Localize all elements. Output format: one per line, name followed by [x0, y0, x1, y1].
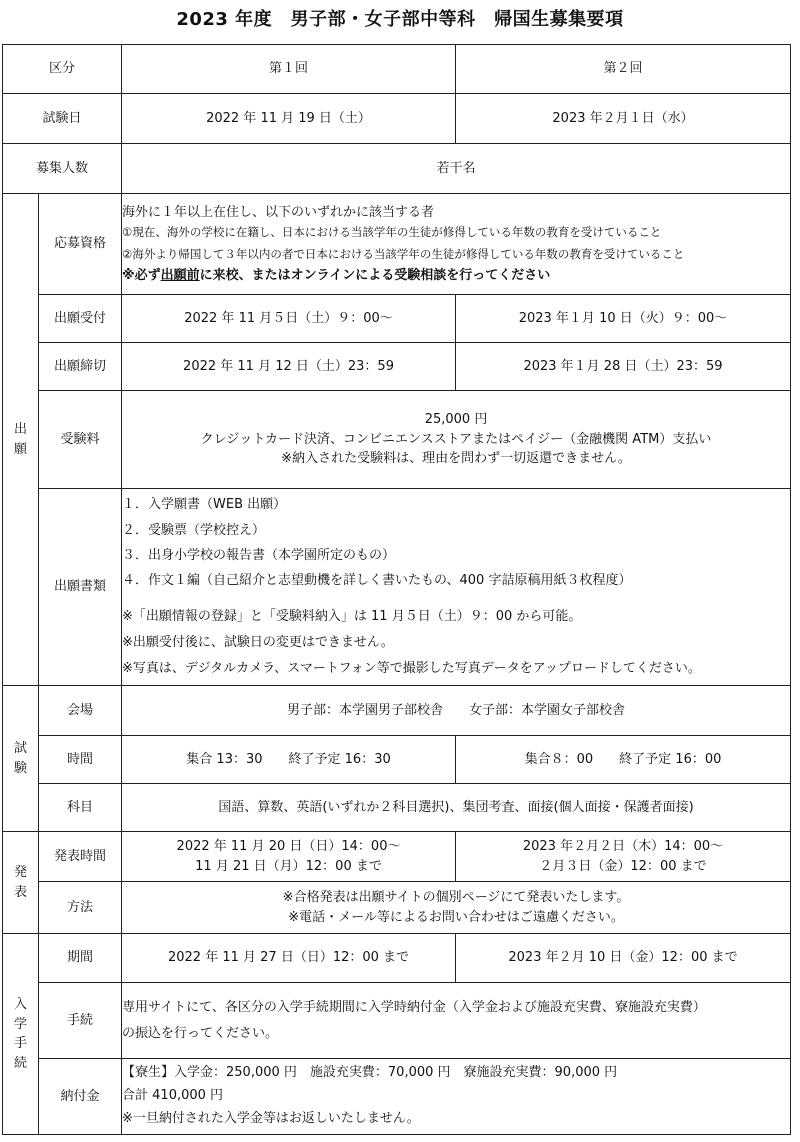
enroll-payment-line1: 【寮生】入学金：250,000 円 施設充実費：70,000 円 寮施設充実費：90,000 円	[122, 1065, 618, 1081]
round2-header: 第２回	[456, 45, 791, 94]
eligibility-label: 応募資格	[39, 194, 122, 295]
capacity-label: 募集人数	[3, 144, 122, 194]
documents-spacer	[122, 594, 790, 604]
exam-time-round1: 集合 13：30 終了予定 16：30	[122, 736, 456, 784]
enrollment-group-text: 入 学 手 続	[13, 997, 27, 1071]
exam-date-round2: 2023 年２月１日（水）	[456, 94, 791, 144]
reception-label: 出願受付	[39, 295, 122, 343]
venue-value: 男子部：本学園男子部校舎 女子部：本学園女子部校舎	[122, 686, 791, 736]
eligibility-row	[3, 194, 791, 295]
capacity-value: 若干名	[122, 144, 791, 194]
announce-time-row	[3, 832, 791, 882]
fee-label: 受験料	[39, 391, 122, 489]
deadline-row	[3, 343, 791, 391]
enroll-payment-label: 納付金	[39, 1059, 122, 1135]
exam-date-row	[3, 94, 791, 144]
enrollment-group-label	[3, 934, 39, 1135]
exam-time-row	[3, 736, 791, 784]
documents-note-1: ※「出願情報の登録」と「受験料納入」は 11 月５日（土）９：00 から可能。	[122, 608, 582, 624]
exam-time-label: 時間	[39, 736, 122, 784]
application-group-text: 出 願	[13, 422, 27, 457]
notice-pre: ※必ず	[122, 267, 161, 283]
announce-method-content	[122, 882, 791, 934]
reception-round2: 2023 年１月 10 日（火）９：00～	[456, 295, 791, 343]
notice-post: に来校、またはオンラインによる受験相談を行ってください	[199, 267, 551, 283]
announce-round1-line1: 2022 年 11 月 20 日（日）14：00～	[176, 839, 401, 854]
announce-round2-line1: 2023 年２月２日（木）14：00～	[522, 839, 724, 854]
announce-method-line2: ※電話・メール等によるお問い合わせはご遠慮ください。	[288, 909, 624, 925]
round1-header: 第１回	[122, 45, 456, 94]
enroll-procedure-line1: 専用サイトにて、各区分の入学手続期間に入学時納付金（入学金および施設充実費、寮施設充実費）	[122, 999, 706, 1015]
subjects-value: 国語、算数、英語(いずれか２科目選択)、集団考査、面接(個人面接・保護者面接)	[122, 784, 791, 832]
announce-time-round1	[122, 832, 456, 882]
enroll-payment-row	[3, 1059, 791, 1135]
announce-method-row	[3, 882, 791, 934]
documents-note-2: ※出願受付後に、試験日の変更はできません。	[122, 634, 394, 650]
enroll-period-label: 期間	[39, 934, 122, 983]
enroll-procedure-line2: の振込を行ってください。	[122, 1025, 279, 1041]
enroll-period-round1: 2022 年 11 月 27 日（日）12：00 まで	[122, 934, 456, 983]
enroll-payment-content	[122, 1059, 791, 1135]
documents-item-3: ３．出身小学校の報告書（本学園所定のもの）	[122, 548, 396, 563]
eligibility-line2: ①現在、海外の学校に在籍し、日本における当該学年の生徒が修得している年数の教育を受けていること	[122, 225, 662, 240]
eligibility-content	[122, 194, 791, 295]
deadline-round1: 2022 年 11 月 12 日（土）23：59	[122, 343, 456, 391]
page-title: 2023 年度 男子部・女子部中等科 帰国生募集要項	[176, 9, 624, 30]
announce-time-round2	[456, 832, 791, 882]
subjects-label: 科目	[39, 784, 122, 832]
eligibility-notice	[122, 266, 790, 286]
announce-round2-line2: ２月３日（金）12：00 まで	[539, 858, 707, 874]
announcement-group-text: 発 表	[13, 865, 27, 900]
enroll-period-round2: 2023 年２月 10 日（金）12：00 まで	[456, 934, 791, 983]
eligibility-line3: ②海外より帰国して３年以内の者で日本における当該学年の生徒が修得している年数の教育を受けていること	[122, 247, 685, 261]
header-row	[3, 45, 791, 94]
reception-row	[3, 295, 791, 343]
documents-note-3: ※写真は、デジタルカメラ、スマートフォン等で撮影した写真データをアップロードしてください。	[122, 660, 701, 676]
enroll-procedure-row	[3, 983, 791, 1059]
announce-method-line1: ※合格発表は出願サイトの個別ページにて発表いたします。	[282, 890, 630, 905]
exam-time-round2: 集合８：00 終了予定 16：00	[456, 736, 791, 784]
fee-amount: 25,000 円	[424, 412, 488, 428]
exam-date-label: 試験日	[3, 94, 122, 144]
announce-round1-line2: 11 月 21 日（月）12：00 まで	[195, 858, 382, 874]
fee-row	[3, 391, 791, 489]
capacity-row	[3, 144, 791, 194]
subjects-row	[3, 784, 791, 832]
documents-row	[3, 489, 791, 686]
venue-row	[3, 686, 791, 736]
eligibility-line1: 海外に１年以上在住し、以下のいずれかに該当する者	[122, 204, 435, 220]
documents-content	[122, 489, 791, 686]
exam-date-round1: 2022 年 11 月 19 日（土）	[122, 94, 456, 144]
category-header: 区分	[3, 45, 122, 94]
documents-item-4: ４．作文１編（自己紹介と志望動機を詳しく書いたもの、400 字詰原稿用紙３枚程度）	[122, 573, 632, 589]
documents-item-2: ２．受験票（学校控え）	[122, 522, 266, 538]
documents-item-1: １．入学願書（WEB 出願）	[122, 497, 287, 513]
fee-payment: クレジットカード決済、コンビニエンスストアまたはペイジー（金融機関 ATM）支払い	[200, 431, 712, 447]
exam-group-text: 試 験	[13, 741, 27, 776]
fee-content	[122, 391, 791, 489]
fee-refund-note: ※納入された受験料は、理由を問わず一切返還できません。	[281, 451, 631, 467]
enroll-procedure-content	[122, 983, 791, 1059]
announce-time-label: 発表時間	[39, 832, 122, 882]
enroll-payment-line2: 合計 410,000 円	[122, 1088, 224, 1104]
announcement-group-label	[3, 832, 39, 934]
announce-method-label: 方法	[39, 882, 122, 934]
exam-group-label	[3, 686, 39, 832]
deadline-label: 出願締切	[39, 343, 122, 391]
deadline-round2: 2023 年１月 28 日（土）23：59	[456, 343, 791, 391]
notice-underline: 出願前	[160, 267, 200, 283]
enroll-payment-line3: ※一旦納付された入学金等はお返しいたしません。	[122, 1110, 420, 1126]
enroll-period-row	[3, 934, 791, 983]
venue-label: 会場	[39, 686, 122, 736]
reception-round1: 2022 年 11 月５日（土）９：00～	[122, 295, 456, 343]
application-group-label	[3, 194, 39, 686]
requirements-table	[2, 44, 791, 1135]
enroll-procedure-label: 手続	[39, 983, 122, 1059]
documents-label: 出願書類	[39, 489, 122, 686]
